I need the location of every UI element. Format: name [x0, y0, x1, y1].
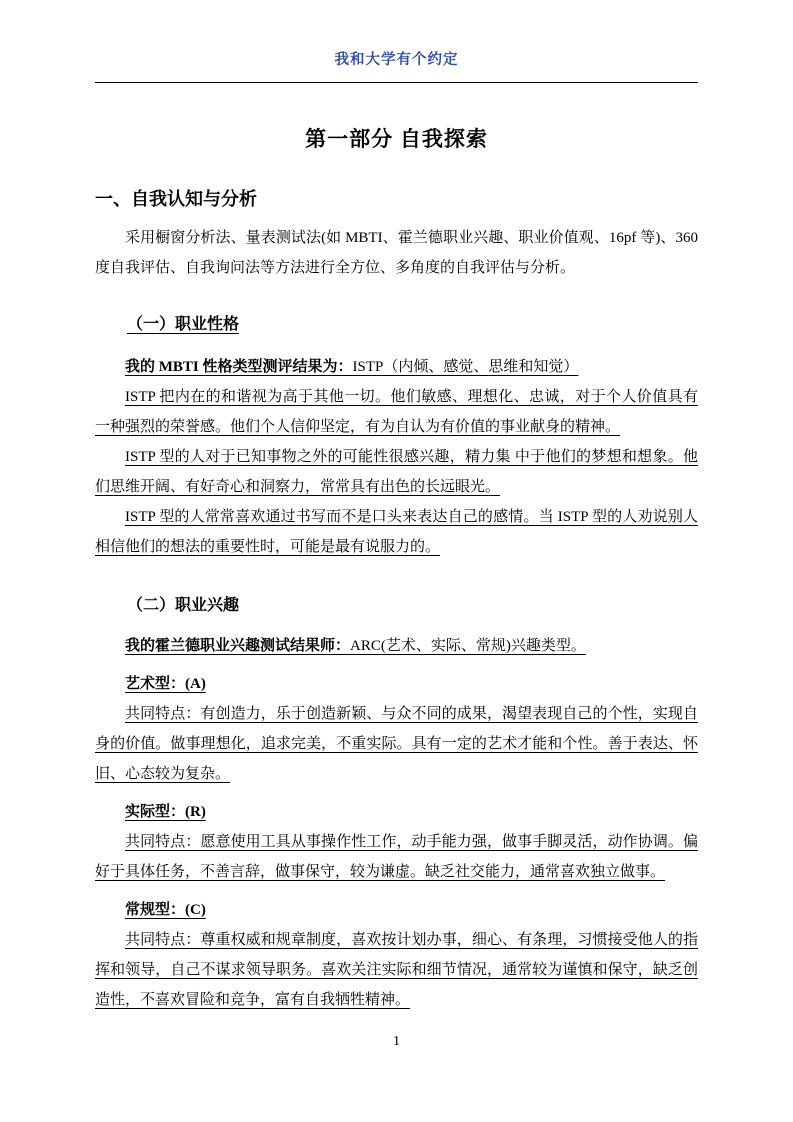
- mbti-result-value: ISTP（内倾、感觉、思维和知觉）: [352, 359, 579, 375]
- interest-type-name-realistic: 实际型：(R): [125, 804, 206, 820]
- interest-type-desc-realistic: 共同特点：愿意使用工具从事操作性工作，动手能力强，做事手脚灵活，动作协调。偏好于具体任务，不善言辞，做事保守，较为谦虚。缺乏社交能力，通常喜欢独立做事。: [95, 834, 698, 880]
- page-number: 1: [393, 1034, 400, 1049]
- document-title: 第一部分 自我探索: [305, 128, 488, 151]
- interest-type-desc-conventional: 共同特点：尊重权威和规章制度，喜欢按计划办事，细心、有条理，习惯接受他人的指挥和领导，自己不谋求领导职务。喜欢关注实际和细节情况，通常较为谨慎和保守，缺乏创造性，不喜欢冒险和竞争，富有自我牺牲精神。: [95, 932, 698, 1008]
- interest-type-name-artistic: 艺术型：(A): [125, 676, 206, 692]
- subsection-heading-interest: （二）职业兴趣: [127, 597, 240, 614]
- mbti-result-label: 我的 MBTI 性格类型测评结果为：: [125, 359, 353, 375]
- header-title: 我和大学有个约定: [334, 52, 459, 68]
- holland-result-value: ARC(艺术、实际、常规)兴趣类型。: [350, 638, 586, 654]
- holland-result-line: [95, 631, 698, 661]
- interest-type-name-conventional: 常规型：(C): [125, 902, 206, 918]
- personality-paragraph-2: ISTP 型的人对于已知事物之外的可能性很感兴趣，精力集 中于他们的梦想和想象。他们思维开阔、有好奇心和洞察力，常常具有出色的长远眼光。: [95, 449, 698, 495]
- holland-result-label: 我的霍兰德职业兴趣测试结果师：: [125, 638, 351, 654]
- page-header: [95, 48, 698, 83]
- subsection-heading-personality: （一）职业性格: [127, 316, 240, 333]
- personality-paragraph-1: ISTP 把内在的和谐视为高于其他一切。他们敏感、理想化、忠诚，对于个人价值具有一种强烈的荣誉感。他们个人信仰坚定，有为自认为有价值的事业献身的精神。: [95, 389, 698, 435]
- mbti-result-line: [95, 352, 698, 382]
- interest-type-desc-artistic: 共同特点：有创造力，乐于创造新颖、与众不同的成果，渴望表现自己的个性，实现自身的价值。做事理想化，追求完美，不重实际。具有一定的艺术才能和个性。善于表达、怀旧、心态较为复杂。: [95, 706, 698, 782]
- intro-paragraph: 采用橱窗分析法、量表测试法(如 MBTI、霍兰德职业兴趣、职业价值观、16pf 等)、360 度自我评估、自我询问法等方法进行全方位、多角度的自我评估与分析。: [95, 230, 698, 276]
- personality-paragraph-3: ISTP 型的人常常喜欢通过书写而不是口头来表达自己的感情。当 ISTP 型的人劝说别人相信他们的想法的重要性时，可能是最有说服力的。: [95, 509, 698, 555]
- section-heading: 一、自我认知与分析: [95, 189, 257, 209]
